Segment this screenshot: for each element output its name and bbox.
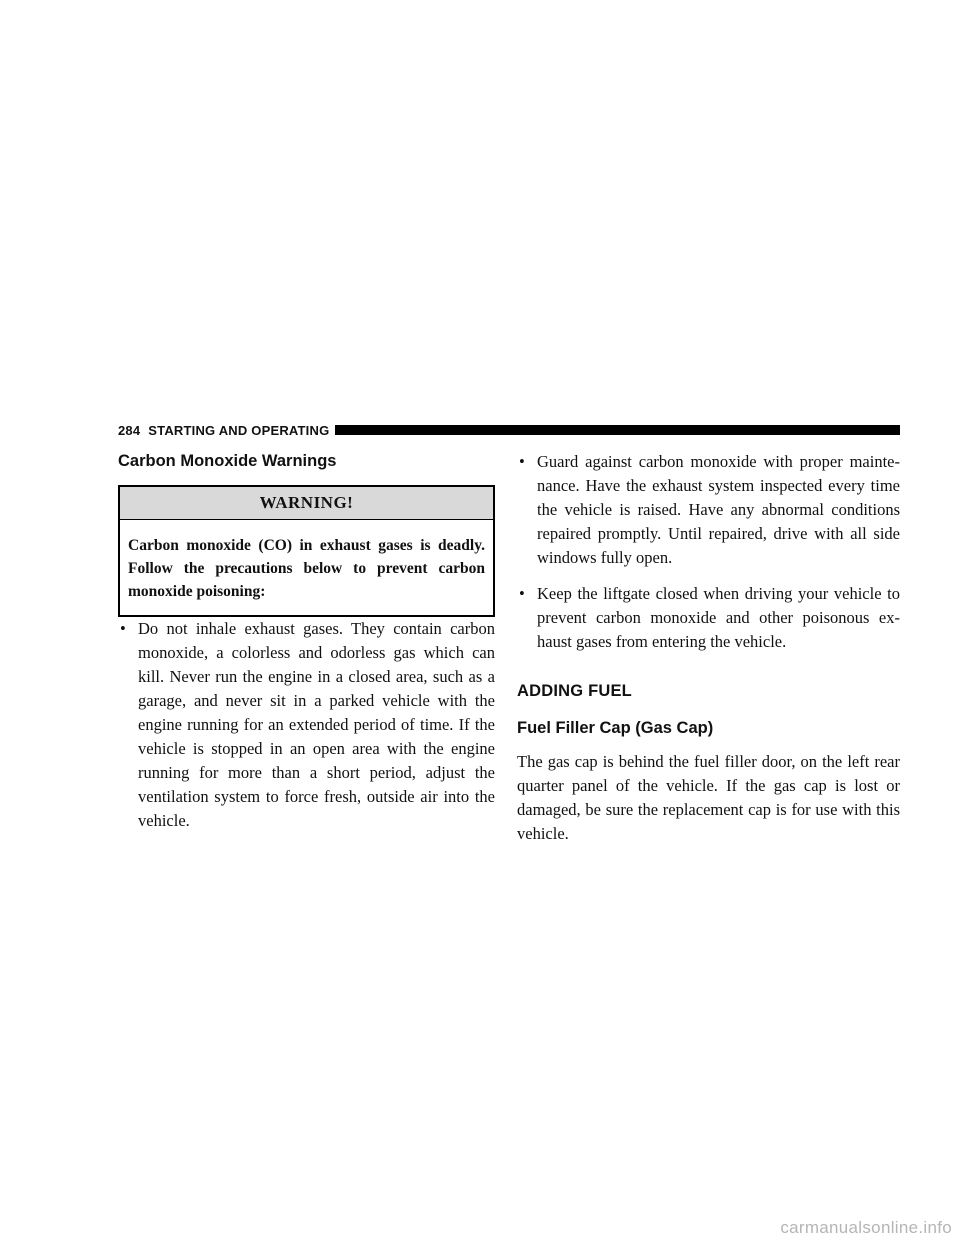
list-item [118, 617, 495, 833]
bullet-icon: • [519, 452, 525, 471]
warning-body: Carbon monoxide (CO) in exhaust gases is deadly. Follow the precautions below to prevent carbon monoxide poisoning: [128, 537, 485, 600]
fuel-filler-cap-heading: Fuel Filler Cap (Gas Cap) [517, 719, 714, 737]
header-rule [335, 425, 900, 435]
watermark: carmanualsonline.info [780, 1218, 952, 1237]
left-column [118, 450, 495, 833]
bullet-icon: • [120, 619, 126, 638]
bullet-icon: • [519, 584, 525, 603]
list-item-text: Keep the liftgate closed when driving your vehicle to prevent carbon monoxide and other poisonous ex-haust gases from entering the vehicle. [537, 584, 900, 651]
list-item [517, 582, 900, 654]
page-number: 284 [118, 422, 141, 438]
fuel-cap-paragraph: The gas cap is behind the fuel filler door, on the left rear quarter panel of the vehicle. If the gas cap is lost or damaged, be sure the replacement cap is for use with this vehicle. [517, 752, 900, 843]
page-header [118, 420, 900, 440]
warning-box [118, 485, 495, 617]
left-bullet-list [118, 617, 495, 833]
section-label: STARTING AND OPERATING [148, 422, 330, 438]
list-item [517, 450, 900, 570]
right-bullet-list [517, 450, 900, 654]
list-item-text: Do not inhale exhaust gases. They contain carbon monoxide, a colorless and odorless gas which can kill. Never run the engine in a closed area, such as a garage, and never sit in a parked vehicle with the engine running for an extended period of time. If the vehicle is stopped in an open area with the engine running for more than a short period, adjust the ventilation system to force fresh, outside air into the vehicle. [138, 619, 495, 830]
carbon-monoxide-heading: Carbon Monoxide Warnings [118, 452, 337, 470]
right-column [517, 450, 900, 863]
list-item-text: Guard against carbon monoxide with proper mainte-nance. Have the exhaust system inspected every time the vehicle is raised. Have any abnormal conditions repaired promptly. Until repaired, drive with all side windows fully open. [537, 452, 900, 567]
adding-fuel-title: ADDING FUEL [517, 682, 632, 700]
warning-title: WARNING! [120, 487, 493, 520]
